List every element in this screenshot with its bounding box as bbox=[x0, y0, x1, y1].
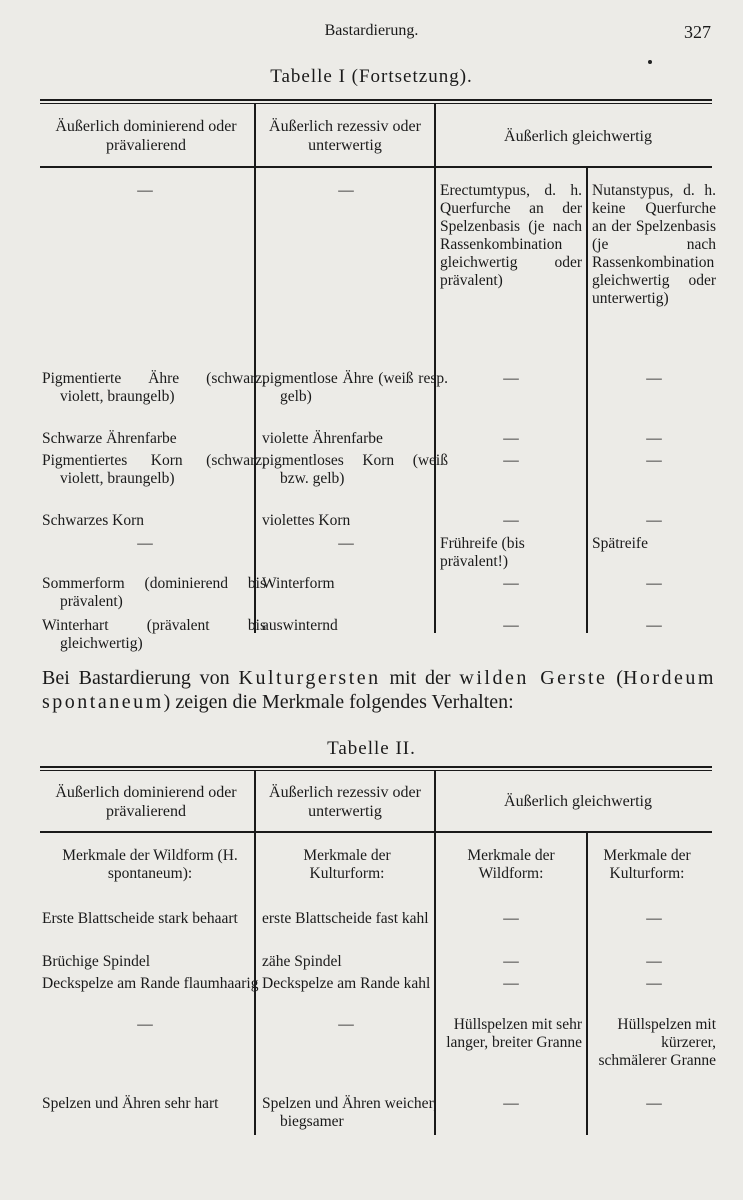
t2-r3-c1: Deckspelze am Rande flaumhaarig bbox=[42, 975, 259, 992]
t2-r1-c2: erste Blattscheide fast kahl bbox=[262, 910, 429, 927]
t1-r2-c4: — bbox=[646, 430, 662, 447]
t1-r5-c3: Frühreife (bis prävalent!) bbox=[440, 535, 525, 570]
t2-r5-c4: — bbox=[646, 1095, 662, 1112]
table2-header-dominant: Äußerlich dominierend oder prävalierend bbox=[55, 784, 237, 820]
t1-r1-c1: Pigmentierte Ähre (schwarz, violett, braungelb) bbox=[42, 370, 266, 405]
table1-vline-1 bbox=[254, 103, 256, 633]
t2-r5-c1: Spelzen und Ähren sehr hart bbox=[42, 1095, 219, 1112]
t1-r1-c4: — bbox=[646, 370, 662, 387]
t2-r3-c4: — bbox=[646, 975, 662, 992]
t1-r2-c3: — bbox=[503, 430, 519, 447]
body-paragraph bbox=[42, 666, 716, 714]
para-paren-open: ( bbox=[616, 667, 623, 689]
table1-vline-2 bbox=[434, 103, 436, 633]
t2-r0-c3: Merkmale der Wildform: bbox=[467, 847, 555, 882]
t1-r0-c2: — bbox=[338, 182, 354, 199]
t1-r5-c4: Spätreife bbox=[592, 535, 648, 552]
table2-header-recessive: Äußerlich rezessiv oder unterwertig bbox=[269, 784, 421, 820]
t2-r4-c2: — bbox=[338, 1016, 354, 1033]
table2-vline-1 bbox=[254, 770, 256, 1135]
t2-r2-c3: — bbox=[503, 953, 519, 970]
t1-r5-c1: — bbox=[137, 535, 153, 552]
t2-r3-c2: Deckspelze am Rande kahl bbox=[262, 975, 431, 992]
table2-top-rule-thin bbox=[40, 770, 712, 771]
t2-r4-c1: — bbox=[137, 1016, 153, 1033]
t2-r5-c3: — bbox=[503, 1095, 519, 1112]
t1-r6-c1: Sommerform (dominierend bis prävalent) bbox=[42, 575, 266, 610]
t1-r1-c3: — bbox=[503, 370, 519, 387]
t1-r6-c4: — bbox=[646, 575, 662, 592]
table2-header-rule bbox=[40, 831, 712, 833]
t1-r3-c2: pigmentloses Korn (weiß bzw. gelb) bbox=[262, 452, 448, 487]
t1-r0-c1: — bbox=[137, 182, 153, 199]
table1-top-rule-thin bbox=[40, 103, 712, 104]
t2-r2-c2: zähe Spindel bbox=[262, 953, 342, 970]
t1-r1-c2: pigmentlose Ähre (weiß resp. gelb) bbox=[262, 370, 448, 405]
t2-r5-c2: Spelzen und Ähren weicher, biegsamer bbox=[262, 1095, 437, 1130]
t1-r5-c2: — bbox=[338, 535, 354, 552]
t1-r3-c4: — bbox=[646, 452, 662, 469]
t2-r3-c3: — bbox=[503, 975, 519, 992]
t1-r7-c4: — bbox=[646, 617, 662, 634]
t1-r4-c2: violettes Korn bbox=[262, 512, 351, 529]
t1-r6-c3: — bbox=[503, 575, 519, 592]
page-number: 327 bbox=[684, 22, 711, 42]
t1-r3-c3: — bbox=[503, 452, 519, 469]
table1-top-rule bbox=[40, 99, 712, 101]
t2-r1-c1: Erste Blattscheide stark behaart bbox=[42, 910, 238, 927]
table1-title: Tabelle I (Fortsetzung). bbox=[270, 66, 473, 87]
para-wilden-gerste: wilden Gerste bbox=[459, 667, 608, 689]
t1-r2-c1: Schwarze Ährenfarbe bbox=[42, 430, 177, 447]
t1-r7-c1: Winterhart (prävalent bis gleichwertig) bbox=[42, 617, 266, 652]
table1-header-equal: Äußerlich gleichwertig bbox=[504, 128, 652, 145]
para-part-7: ) zeigen die Merkmale folgendes Verhalten: bbox=[163, 691, 514, 713]
t1-r4-c1: Schwarzes Korn bbox=[42, 512, 145, 529]
t1-r2-c2: violette Ährenfarbe bbox=[262, 430, 383, 447]
table1-header-recessive: Äußerlich rezessiv oder unterwertig bbox=[269, 118, 421, 154]
t2-r0-c2: Merkmale der Kulturform: bbox=[303, 847, 391, 882]
print-speck bbox=[648, 60, 652, 64]
t1-r6-c2: Winterform bbox=[262, 575, 335, 592]
para-part-1: Bei Bastardierung von bbox=[42, 667, 230, 689]
table2-vline-3 bbox=[586, 833, 588, 1135]
table2-header-equal: Äußerlich gleichwertig bbox=[504, 793, 652, 810]
t2-r2-c4: — bbox=[646, 953, 662, 970]
t2-r4-c3: Hüllspelzen mit sehr langer, breiter Granne bbox=[446, 1016, 582, 1051]
t1-r3-c1: Pigmentiertes Korn (schwarz, violett, braungelb) bbox=[42, 452, 266, 487]
t2-r1-c4: — bbox=[646, 910, 662, 927]
table2-vline-2 bbox=[434, 770, 436, 1135]
t2-r2-c1: Brüchige Spindel bbox=[42, 953, 151, 970]
t1-r0-c4: Nutanstypus, d. h. keine Querfurche an der Spelzenbasis (je nach Rassenkombination gleichwertig oder unterwertig) bbox=[592, 182, 716, 307]
t1-r4-c4: — bbox=[646, 512, 662, 529]
t2-r0-c1: Merkmale der Wildform (H. spontaneum): bbox=[62, 847, 238, 882]
running-title: Bastardierung. bbox=[324, 22, 419, 39]
para-hordeum-spontaneum: Hordeum spontaneum bbox=[42, 667, 716, 713]
table1-header-dominant: Äußerlich dominierend oder prävalierend bbox=[55, 118, 237, 154]
t2-r1-c3: — bbox=[503, 910, 519, 927]
para-kulturgersten: Kulturgersten bbox=[238, 667, 381, 689]
table1-vline-3 bbox=[586, 168, 588, 633]
t1-r7-c2: auswinternd bbox=[262, 617, 338, 634]
t1-r4-c3: — bbox=[503, 512, 519, 529]
t1-r7-c3: — bbox=[503, 617, 519, 634]
t2-r4-c4: Hüllspelzen mit kürzerer, schmälerer Granne bbox=[598, 1016, 716, 1069]
t2-r0-c4: Merkmale der Kulturform: bbox=[603, 847, 691, 882]
table2-top-rule bbox=[40, 766, 712, 768]
table2-title: Tabelle II. bbox=[327, 738, 416, 759]
para-part-3: mit der bbox=[389, 667, 451, 689]
table1-header-rule bbox=[40, 166, 712, 168]
t1-r0-c3: Erectumtypus, d. h. Querfurche an der Spelzenbasis (je nach Rassenkombination gleichwertig oder prävalent) bbox=[440, 182, 582, 289]
